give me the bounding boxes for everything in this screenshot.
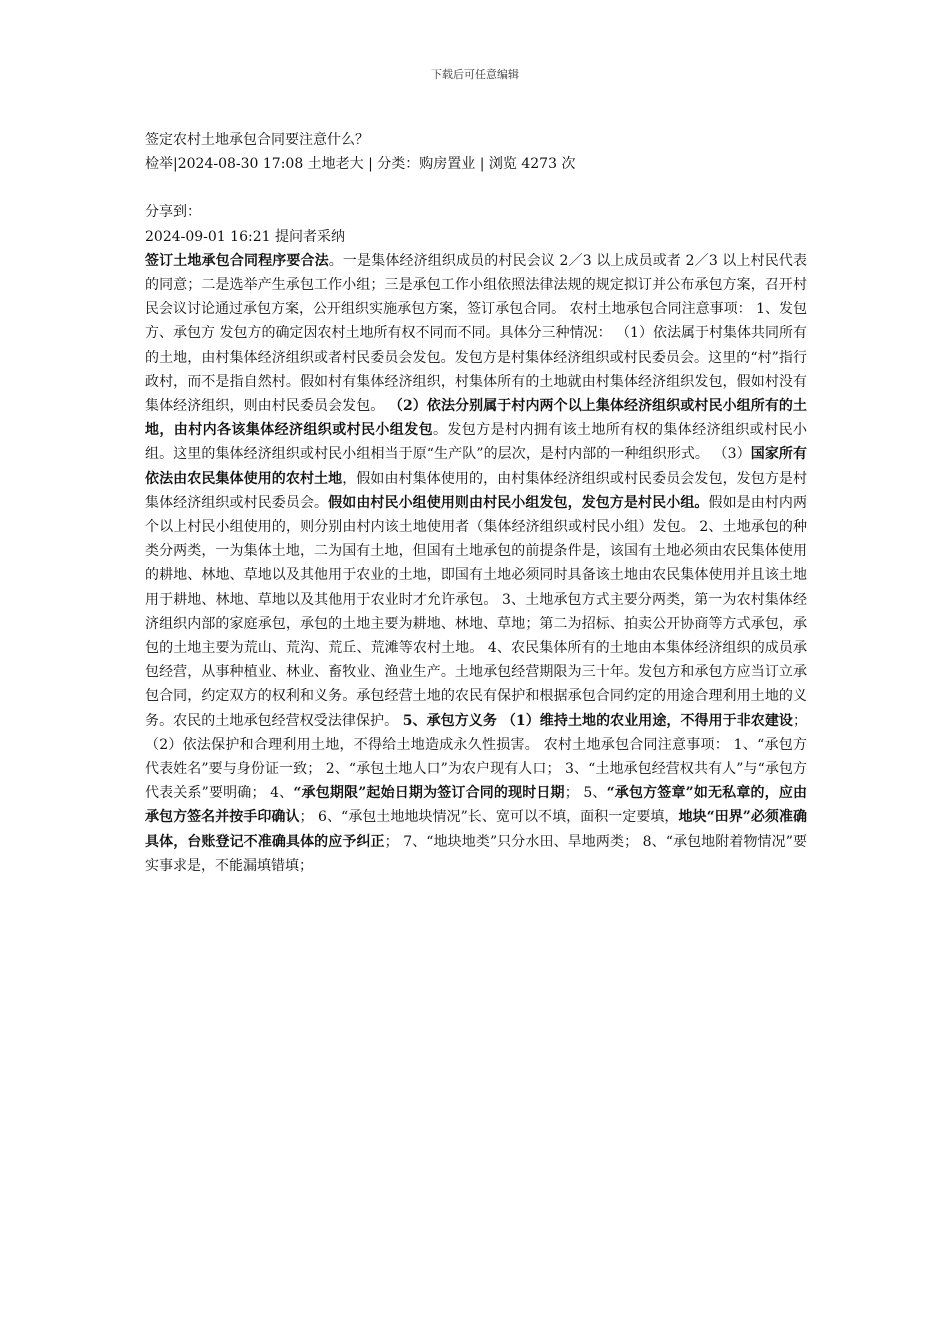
header-note: 下载后可任意编辑 xyxy=(431,68,519,81)
answer-body xyxy=(145,249,807,878)
share-label: 分享到： xyxy=(145,204,201,221)
body-segment: ； 7、“地块地类”只分水田、旱地两类； 8、“承包地附着物情况”要实事求是，不能漏填错填； xyxy=(145,833,808,874)
article-meta: 检举|2024-08-30 17:08 土地老大 | 分类：购房置业 | 浏览 4273 次 xyxy=(145,156,576,173)
article-content xyxy=(145,128,807,878)
body-segment: 。一是集体经济组织成员的村民会议 2／3 以上成员或者 2／3 以上村民代表的同意；二是选举产生承包工作小组；三是承包工作小组依照法律法规的规定拟订并公布承包方案，召开村民会议讨论通过承包方案，公开组织实施承包方案，签订承包合同。 农村土地承包合同注意事项： 1、发包方、承包方 发包方的确定因农村土地所有权不同而不同。具体分三种情况： （1）依法属于村集体共同所有的土地，由村集体经济组织或者村民委员会发包。发包方是村集体经济组织或村民委员会。这里的“村”指行政村，而不是指自然村。假如村有集体经济组织，村集体所有的土地就由村集体经济组织发包，假如村没有集体经济组织，则由村民委员会发包。 xyxy=(145,252,807,415)
spacer xyxy=(145,176,807,200)
body-segment: ； 5、 xyxy=(564,785,607,802)
body-segment: 地块“田界”必须准确具体，台账登记不准确具体的应予纠正 xyxy=(145,809,808,850)
body-segment: （2）依法分别属于村内两个以上集体经济组织或村民小组所有的土地，由村内各该集体经济组织或村民小组发包 xyxy=(145,398,807,439)
body-segment: ，假如由村集体使用的，由村集体经济组织或村民委员会发包，发包方是村集体经济组织或村民委员会。 xyxy=(145,470,807,511)
body-segment: 假如是由村内两个以上村民小组使用的，则分别由村内该土地使用者（集体经济组织或村民小组）发包。 2、土地承包的种类分两类，一为集体土地，二为国有土地，但国有土地承包的前提条件是，该国有土地必须由农民集体使用的耕地、林地、草地以及其他用于农业的土地，即国有土地必须同时具备该土地由农民集体使用并且该土地用于耕地、林地、草地以及其他用于农业时才允许承包。 3、土地承包方式主要分两类，第一为农村集体经济组织内部的家庭承包，承包的土地主要为耕地、林地、草地；第二为招标、拍卖公开协商等方式承包，承包的土地主要为荒山、荒沟、荒丘、荒滩等农村土地。 4、农民集体所有的土地由本集体经济组织的成员承包经营，从事种植业、林业、畜牧业、渔业生产。土地承包经营期限为三十年。发包方和承包方应当订立承包合同，约定双方的权利和义务。承包经营土地的农民有保护和根据承包合同约定的用途合理利用土地的义务。农民的土地承包经营权受法律保护。 xyxy=(145,494,808,729)
body-segment: “承包方签章”如无私章的，应由承包方签名并按手印确认 xyxy=(145,785,808,826)
body-segment: ； 6、“承包土地地块情况”长、宽可以不填，面积一定要填， xyxy=(299,809,679,826)
body-segment: “承包期限”起始日期为签订合同的现时日期 xyxy=(293,785,565,802)
adopted-line: 2024-09-01 16:21 提问者采纳 xyxy=(145,228,345,245)
body-segment: 假如由村民小组使用则由村民小组发包，发包方是村民小组。 xyxy=(328,494,709,511)
body-segment: 。发包方是村内拥有该土地所有权的集体经济组织或村民小组。这里的集体经济组织或村民小组相当于原“生产队”的层次，是村内部的一种组织形式。 （3） xyxy=(145,422,807,463)
article-title: 签定农村土地承包合同要注意什么？ xyxy=(145,132,369,148)
body-segment: ； （2）依法保护和合理利用土地，不得给土地造成永久性损害。 农村土地承包合同注意事项： 1、“承包方代表姓名”要与身份证一致； 2、“承包土地人口”为农户现有人口； 3、“土地承包经营权共有人”与“承包方代表关系”要明确； 4、 xyxy=(145,712,807,802)
body-segment: 国家所有依法由农民集体使用的农村土地 xyxy=(145,446,808,487)
body-segment: 5、承包方义务 （1）维持土地的农业用途，不得用于非农建设 xyxy=(402,712,793,729)
body-segment: 签订土地承包合同程序要合法 xyxy=(145,252,329,269)
